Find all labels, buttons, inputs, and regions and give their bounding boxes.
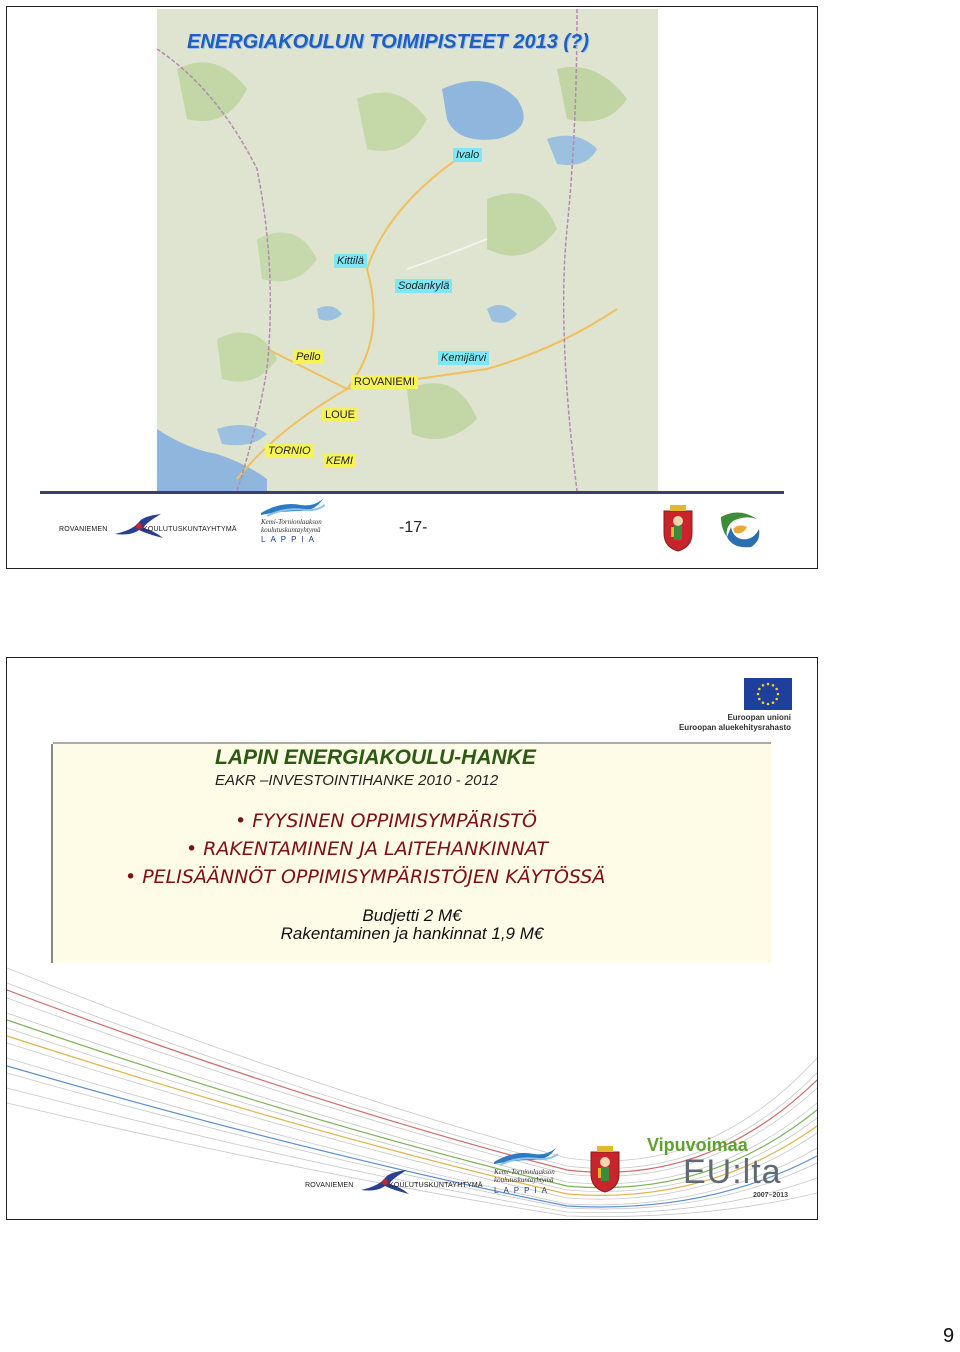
map-title: ENERGIAKOULUN TOIMIPISTEET 2013 (?) [187,31,589,53]
lappia-line2-2: koulutuskuntayhtymä [494,1176,554,1184]
years-text: 2007–2013 [753,1192,789,1199]
lapland-map [157,9,658,491]
eu-text-line2: Euroopan aluekehitysrahasto [678,723,791,732]
lappia-line1: Kemi-Tornionlaakson [261,518,322,526]
project-info-box [53,744,771,963]
rovaniemi-logo-left: ROVANIEMEN [59,526,108,533]
page-number: 9 [943,1325,955,1347]
lapland-coat-of-arms-icon-2 [587,1146,623,1196]
city-label-tornio: TORNIO [265,444,314,458]
lappia-wordmark: LAPPIA [261,535,320,544]
budget-line-2: Rakentaminen ja hankinnat 1,9 M€ [280,924,544,943]
city-label-pello: Pello [293,350,323,364]
lapland-coat-of-arms-icon [660,505,696,553]
lappia-line2: koulutuskuntayhtymä [261,526,321,534]
lappia-wave-logo-icon-2 [494,1146,558,1166]
rovaniemi-logo-right-2: KOULUTUSKUNTAYHTYMÄ [389,1182,483,1189]
bullet-item-1: • FYYSINEN OPPIMISYMPÄRISTÖ [235,810,537,832]
lappia-wordmark-2: LAPPIA [494,1186,553,1195]
slide-page-label: -17- [399,519,428,536]
rovaniemi-logo-right: KOULUTUSKUNTAYHTYMÄ [143,526,237,533]
eulta-text: EU:lta [683,1153,782,1191]
project-heading: LAPIN ENERGIAKOULU-HANKE [215,746,536,769]
city-label-kittila: Kittilä [334,254,367,268]
footer-divider [40,491,784,494]
project-subheading: EAKR –INVESTOINTIHANKE 2010 - 2012 [215,772,499,789]
vipuvoimaa-text: Vipuvoimaa [647,1135,748,1155]
swirl-logo-icon [717,507,763,551]
city-label-ivalo: Ivalo [453,148,482,162]
bullet-item-3: • PELISÄÄNNÖT OPPIMISYMPÄRISTÖJEN KÄYTÖSSÄ [125,866,605,888]
budget-line-1: Budjetti 2 M€ [362,906,462,925]
rovaniemi-logo-left-2: ROVANIEMEN [305,1182,354,1189]
bullet-item-2: • RAKENTAMINEN JA LAITEHANKINNAT [186,838,548,860]
city-label-loue: LOUE [322,408,358,422]
city-label-rovaniemi: ROVANIEMI [351,375,418,389]
slide-map [6,6,818,569]
lappia-wave-logo-icon [261,497,325,517]
map-background [157,9,658,491]
eu-flag-icon [744,678,792,710]
city-label-kemijarvi: Kemijärvi [438,351,489,365]
lappia-line1-2: Kemi-Tornionlaakson [494,1168,555,1176]
slide-project [6,657,818,1220]
city-label-kemi: KEMI [323,454,356,468]
eu-text-line1: Euroopan unioni [727,713,791,722]
city-label-sodankyla: Sodankylä [395,279,452,293]
